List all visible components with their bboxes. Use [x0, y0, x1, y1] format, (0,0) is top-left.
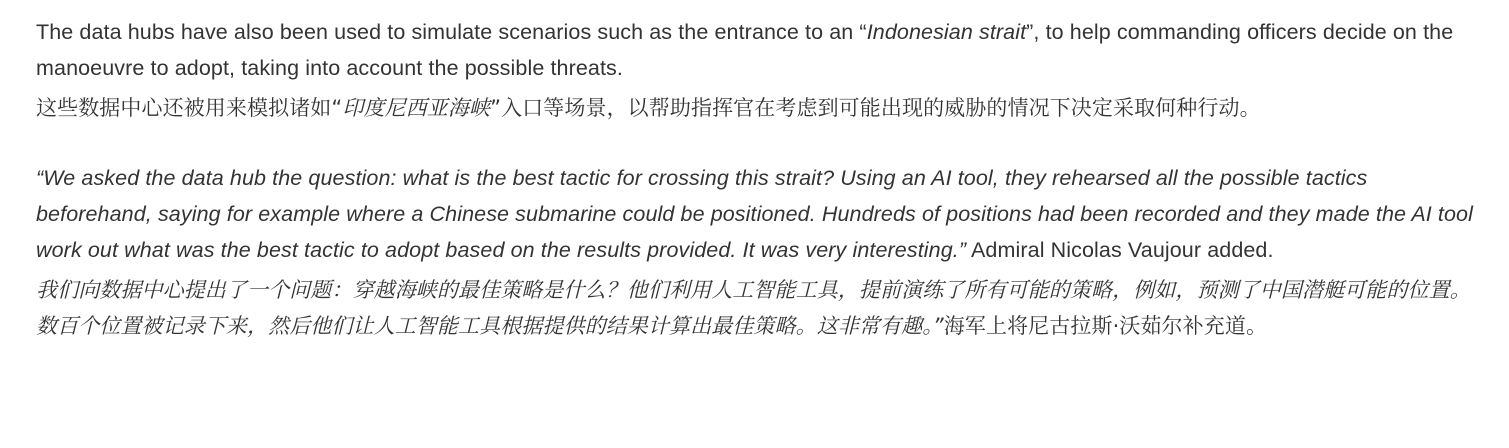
paragraph-english-intro-text-b: ”, to help commanding officers decide on the manoeuvre to adopt, taking into account the possible threats.	[36, 20, 1460, 80]
paragraph-english-quote-text: “We asked the data hub the question: what is the best tactic for crossing this strait? Using an AI tool, they rehearsed all the possible tactics beforehand, saying for example where a Chinese submarine could be positioned. Hundreds of positions had been recorded and they made the AI tool work out what was the best tactic to adopt based on the results provided. It was very interesting.”	[36, 166, 1480, 262]
paragraph-chinese-quote	[36, 272, 1473, 344]
paragraph-english-intro	[36, 14, 1473, 86]
paragraph-chinese-intro-emphasis: 印度尼西亚海峡	[342, 96, 491, 120]
paragraph-english-intro-emphasis: Indonesian strait	[866, 20, 1027, 44]
paragraph-english-intro-text-a: The data hubs have also been used to simulate scenarios such as the entrance to an “	[36, 20, 867, 44]
paragraph-english-quote-attribution: Admiral Nicolas Vaujour added.	[966, 238, 1274, 262]
paragraph-english-quote	[36, 160, 1480, 268]
paragraph-chinese-quote-text: 我们向数据中心提出了一个问题：穿越海峡的最佳策略是什么？他们利用人工智能工具，提前演练了所有可能的策略，例如，预测了中国潜艇可能的位置。数百个位置被记录下来，然后他们让人工智能工具根据提供的结果计算出最佳策略。这非常有趣。”	[36, 278, 1471, 338]
paragraph-chinese-intro-text-a: 这些数据中心还被用来模拟诸如“	[36, 96, 343, 120]
paragraph-chinese-intro-text-b: ”入口等场景，以帮助指挥官在考虑到可能出现的威胁的情况下决定采取何种行动。	[490, 96, 1261, 120]
paragraph-chinese-intro	[36, 90, 1473, 126]
paragraph-chinese-quote-attribution: 海军上将尼古拉斯·沃茹尔补充道。	[943, 314, 1268, 338]
